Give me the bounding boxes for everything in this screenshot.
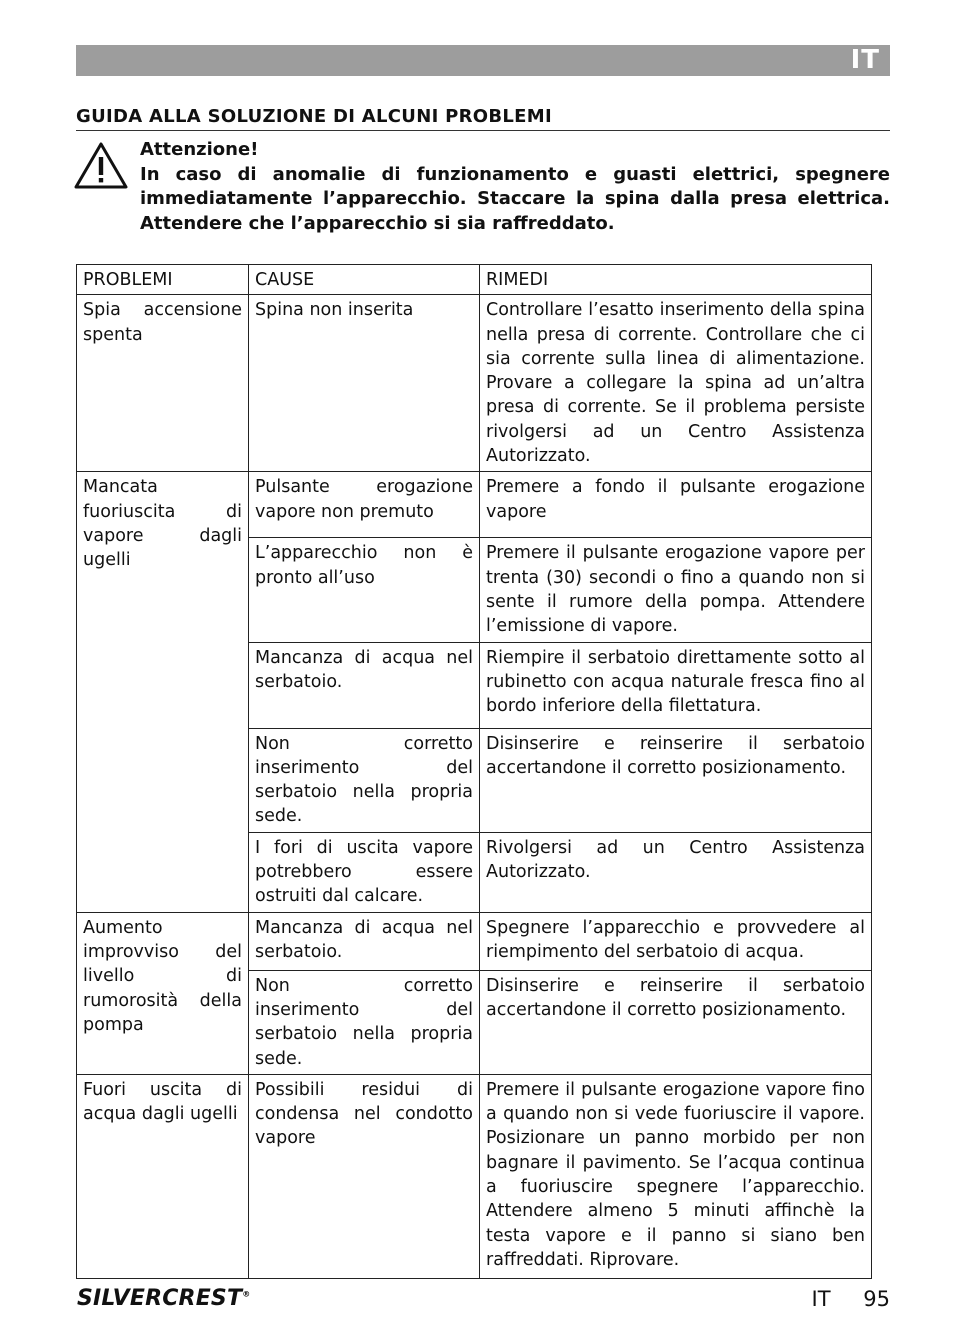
table-row: [77, 295, 872, 472]
page-footer: [812, 1287, 890, 1311]
footer-language: IT: [811, 1287, 831, 1311]
page-number: 95: [863, 1287, 890, 1311]
remedy-cell: Premere a fondo il pulsante erogazione vapore: [480, 472, 872, 538]
warning-text: In caso di anomalie di funzionamento e guasti elettrici, spegnere immediatamente l’apparecchio. Staccare la spina dalla presa elettrica. Attendere che l’apparecchio si sia raffreddato.: [140, 163, 890, 234]
language-code: IT: [850, 45, 880, 75]
remedy-cell: Riempire il serbatoio direttamente sotto al rubinetto con acqua naturale fresca fino al bordo inferiore della filettatura.: [480, 642, 872, 728]
header-causes: CAUSE: [249, 265, 480, 295]
cause-cell: L’apparecchio non è pronto all’uso: [249, 538, 480, 642]
warning-triangle-icon: [74, 141, 128, 189]
cause-cell: Spina non inserita: [249, 295, 480, 472]
remedy-cell: Disinserire e reinserire il serbatoio accertandone il corretto posizionamento.: [480, 728, 872, 832]
troubleshooting-table: [76, 264, 872, 1279]
remedy-cell: Premere il pulsante erogazione vapore fino a quando non si vede fuoriuscire il vapore. Posizionare un panno morbido per non bagnare il pavimento. Se l’acqua continua a fuoriuscire spegnere l’apparecchio. Attendere almeno 5 minuti affinchè la testa vapore e il panno si siano ben raffreddati. Riprovare.: [480, 1074, 872, 1278]
problem-cell: Fuori uscita di acqua dagli ugelli: [77, 1074, 249, 1278]
table-row: [77, 1074, 872, 1278]
warning-box: [140, 138, 890, 236]
language-header-bar: [76, 45, 890, 76]
cause-cell: Non corretto inserimento del serbatoio nella propria sede.: [249, 728, 480, 832]
table-header-row: [77, 265, 872, 295]
header-remedies: RIMEDI: [480, 265, 872, 295]
warning-title: Attenzione!: [140, 139, 259, 160]
remedy-cell: Spegnere l’apparecchio e provvedere al riempimento del serbatoio di acqua.: [480, 912, 872, 970]
brand-name: SILVERCREST: [77, 1286, 243, 1311]
cause-cell: Mancanza di acqua nel serbatoio.: [249, 642, 480, 728]
cause-cell: Mancanza di acqua nel serbatoio.: [249, 912, 480, 970]
cause-cell: Pulsante erogazione vapore non premuto: [249, 472, 480, 538]
problem-cell: Mancata fuoriuscita di vapore dagli ugelli: [77, 472, 249, 912]
section-title: GUIDA ALLA SOLUZIONE DI ALCUNI PROBLEMI: [76, 106, 890, 131]
remedy-cell: Rivolgersi ad un Centro Assistenza Autorizzato.: [480, 832, 872, 912]
problem-cell: Spia accensione spenta: [77, 295, 249, 472]
remedy-cell: Disinserire e reinserire il serbatoio accertandone il corretto posizionamento.: [480, 970, 872, 1074]
table-row: [77, 912, 872, 970]
cause-cell: I fori di uscita vapore potrebbero essere ostruiti dal calcare.: [249, 832, 480, 912]
brand-logo: [77, 1286, 250, 1311]
cause-cell: Possibili residui di condensa nel condotto vapore: [249, 1074, 480, 1278]
cause-cell: Non corretto inserimento del serbatoio nella propria sede.: [249, 970, 480, 1074]
remedy-cell: Premere il pulsante erogazione vapore per trenta (30) secondi o fino a quando non si sente il rumore della pompa. Attendere l’emissione di vapore.: [480, 538, 872, 642]
brand-mark: ®: [242, 1289, 251, 1299]
problem-cell: Aumento improvviso del livello di rumorosità della pompa: [77, 912, 249, 1074]
header-problems: PROBLEMI: [77, 265, 249, 295]
remedy-cell: Controllare l’esatto inserimento della spina nella presa di corrente. Controllare che ci sia corrente sulla linea di alimentazione. Provare a collegare la spina ad un’altra presa di corrente. Se il problema persiste rivolgersi ad un Centro Assistenza Autorizzato.: [480, 295, 872, 472]
table-row: [77, 472, 872, 538]
